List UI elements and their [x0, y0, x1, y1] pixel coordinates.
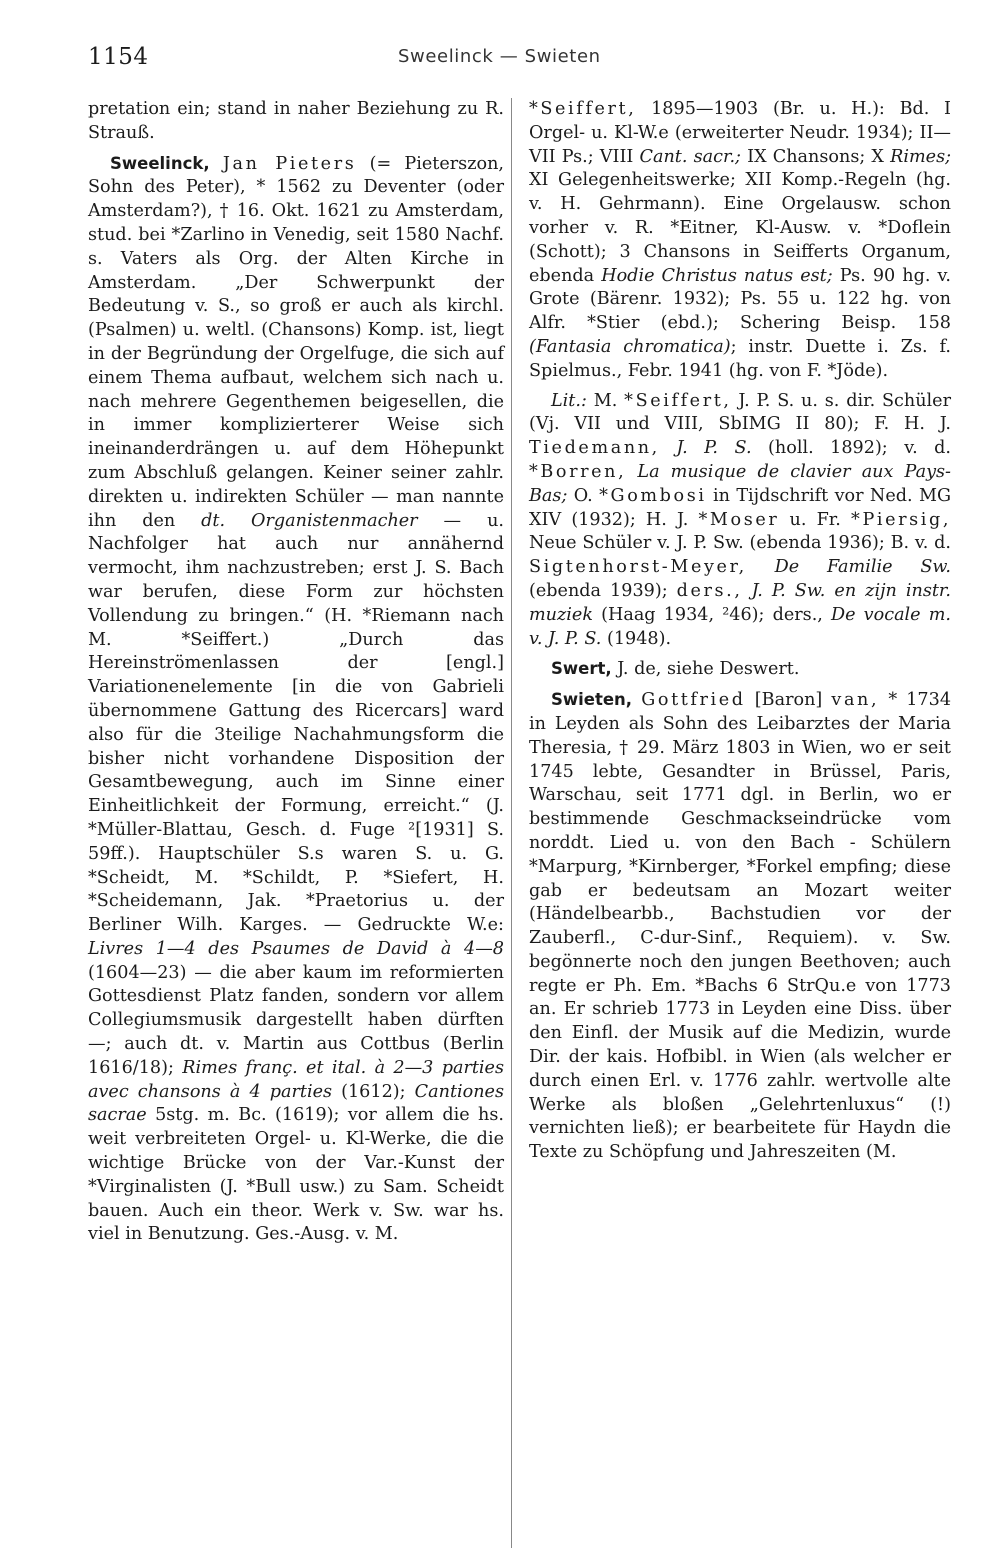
italic-text: De Familie Sw. [774, 557, 951, 578]
text: 1895—1903 (Br. u. H.): Bd. I Orgel- u. Kl-W.e (erweiterter Neudr. 1934); II—VII Ps.; VIII [529, 99, 951, 167]
text: (1948). [606, 628, 672, 649]
spaced-name: *Piersig, [851, 509, 952, 530]
italic-text: Hodie Christus natus est; [601, 265, 833, 286]
entry-sweelinck [88, 152, 504, 1248]
text: O. [573, 485, 593, 506]
italic-text: De vocale m. v. J. P. S. [529, 604, 952, 649]
lit-label: Lit.: [551, 390, 587, 411]
entry-swieten [529, 688, 951, 1165]
literature-section [529, 390, 951, 652]
lemma-sweelinck: Sweelinck, [110, 153, 210, 173]
italic-text: J. P. S. [676, 438, 752, 459]
text: Ps. 90 hg. v. Grote (Bärenr. 1932); Ps. 55 u. 122 hg. von Alfr. *Stier (ebd.); Schering Beisp. 158 [529, 265, 951, 334]
text: (1604—23) — die aber kaum im reformierten Gottesdienst Platz fanden, sondern vor allem Collegiumsmusik dargestellt haben dürften —; auch dt. v. Martin aus Cottbus (Berlin 1616/18); [88, 962, 504, 1078]
column-right [529, 98, 951, 1165]
spaced-name: Sigtenhorst-Meyer, [529, 557, 747, 578]
text: in Tijdschrift vor Ned. MG XIV (1932); H. J. [529, 485, 952, 530]
italic-text: La musique de clavier aux Pays-Bas; [529, 461, 951, 506]
text: u. Fr. [789, 509, 841, 530]
italic-text: (Fantasia chromatica) [529, 336, 731, 357]
text: [Baron] [754, 690, 823, 711]
italic-text: J. P. Sw. en zijn instr. muziek [529, 580, 952, 625]
spaced-name: van, [831, 690, 880, 711]
running-head: Sweelinck — Swieten [398, 46, 601, 67]
spaced-name: Tiedemann, [529, 438, 660, 459]
lemma-swert: Swert, [551, 659, 612, 679]
spaced-name: *Seiffert, [624, 390, 732, 411]
spaced-name: ders., [676, 580, 743, 601]
text: (= Pieterszon, Sohn des Peter), * 1562 zu Deventer (oder Amsterdam?), † 16. Okt. 1621 zu Amsterdam, stud. bei *Zarlino in Venedig, seit 1580 Nachf. s. Vaters als Org. der Alten Kirche in Amsterdam. „Der Schwerpunkt der Bedeutung v. S., so groß er auch als kirchl. (Psalmen) u. weltl. (Chansons) Komp. ist, liegt in der Begründung der Orgelfuge, die sich auf einem Thema aufbaut, welchem sich nach u. nach mehrere Gegenthemen beigesellen, die in immer komplizierterer Weise sich ineinanderdrängen u. auf dem Höhepunkt zum Abschluß gelangen. Keiner seiner zahlr. direkten u. indirekten Schüler — man nannte ihn den [88, 153, 504, 531]
text: J. de, siehe Deswert. [617, 659, 800, 680]
text: Neue Schüler v. J. P. Sw. (ebenda 1936); B. v. d. [529, 533, 951, 554]
lemma-swieten: Swieten, [551, 690, 633, 710]
entry-continuation: pretation ein; stand in naher Beziehung zu R. Strauß. [88, 99, 504, 143]
entry-swert [529, 657, 951, 682]
text: 5stg. m. Bc. (1619); vor allem die hs. weit verbreiteten Orgel- u. Kl-Werke, die die wichtige Brücke von der Var.-Kunst der *Virginalisten (J. *Bull usw.) zu Sam. Scheidt bauen. Auch ein theor. Werk v. Sw. war hs. viel in Benutzung. Ges.-Ausg. v. M. [88, 1105, 504, 1245]
text: IX Chansons; X [747, 146, 884, 167]
spaced-name: *Borren, [529, 461, 627, 482]
italic-text: Livres 1—4 des Psaumes de David à 4—8 [88, 938, 504, 959]
italic-text: Rimes franç. et ital. à 2—3 parties avec chansons à 4 parties [88, 1057, 504, 1102]
text: M. [593, 390, 618, 411]
text: ; instr. Duette i. Zs. f. Spielmus., Febr. 1941 (hg. von F. *Jöde). [529, 336, 951, 381]
text: (ebenda 1939); [529, 580, 668, 601]
spaced-name: *Seiffert, [529, 99, 637, 119]
spaced-name: *Gombosi [599, 485, 707, 506]
italic-text: Cant. sacr.; [639, 146, 741, 167]
column-left [88, 98, 504, 1247]
spaced-name: Jan Pieters [222, 153, 357, 174]
italic-text: Cantiones sacrae [88, 1081, 504, 1126]
text: (holl. 1892); v. d. [768, 438, 952, 459]
text: * 1734 in Leyden als Sohn des Leibarztes der Maria Theresia, † 29. März 1803 in Wien, wo er seit 1745 lebte, Gesandter in Brüssel, Paris, Warschau, seit 1771 dgl. in Berlin, wo er bestimmende Geschmackseindrücke vom norddt. Lied u. von den Bach - Schülern *Marpurg, *Kirnberger, *Forkel empfing; diese gab er bedeutsam an Mozart weiter (Händelbearbb., Bachstudien vor der Zauberfl., C-dur-Sinf., Requiem). v. Sw. begönnerte noch den jungen Beethoven; auch regte er Ph. Em. *Bachs 6 StrQu.e von 1773 an. Er schrieb 1773 in Leyden eine Diss. über den Einfl. der Musik auf die Medizin, wurde Dir. der kais. Hofbibl. in Wien (als welcher er durch einen Erl. v. 1776 zahlr. wertvolle alte Werke als bloßen „Gelehrtenluxus“ (!) vernichten ließ); er bearbeitete für Haydn die Texte zu Schöpfung und Jahreszeiten (M. [529, 690, 952, 1163]
spaced-name: *Moser [698, 509, 780, 530]
text: (Haag 1934, ²46); ders., [601, 604, 823, 625]
spaced-name: Gottfried [641, 690, 746, 711]
italic-text: dt. Organistenmacher [201, 510, 418, 531]
text: (1612); [341, 1081, 406, 1102]
text: J. P. S. u. s. dir. Schüler (Vj. VII und VIII, SbIMG II 80); F. H. J. [529, 390, 952, 435]
page-number: 1154 [88, 44, 149, 70]
italic-text: Rimes; [890, 146, 952, 167]
text: — u. Nachfolger hat auch nur annähernd vermocht, ihm nachzustreben; erst J. S. Bach war berufen, diese Form zur höchsten Vollendung zu bringen.“ (H. *Riemann nach M. *Seiffert.) „Durch das Hereinströmenlassen der [engl.] Variationenelemente [in die von Gabrieli übernommene Gattung des Ricercars] ward also für die 3teilige Nachahmungsform die bisher nicht vorhandene Disposition der Gesamtbewegung, auch im Sinne einer Einheitlichkeit der Formung, erreicht.“ (J. *Müller-Blattau, Gesch. d. Fuge ²[1931] S. 59ff.). Hauptschüler S.s waren S. u. G. *Scheidt, M. *Schildt, P. *Siefert, H. *Scheidemann, Jak. *Praetorius u. der Berliner Wilh. Karges. — Gedruckte W.e: [88, 510, 504, 936]
entry-sweelinck-continued [529, 98, 951, 384]
text: XI Gelegenheitswerke; XII Komp.-Regeln (hg. v. H. Gehrmann). Eine Orgelausw. schon vorher v. R. *Eitner, Kl-Ausw. v. *Doflein (Schott); 3 Chansons in Seifferts Organum, ebenda [529, 170, 951, 286]
column-divider [511, 98, 512, 1548]
